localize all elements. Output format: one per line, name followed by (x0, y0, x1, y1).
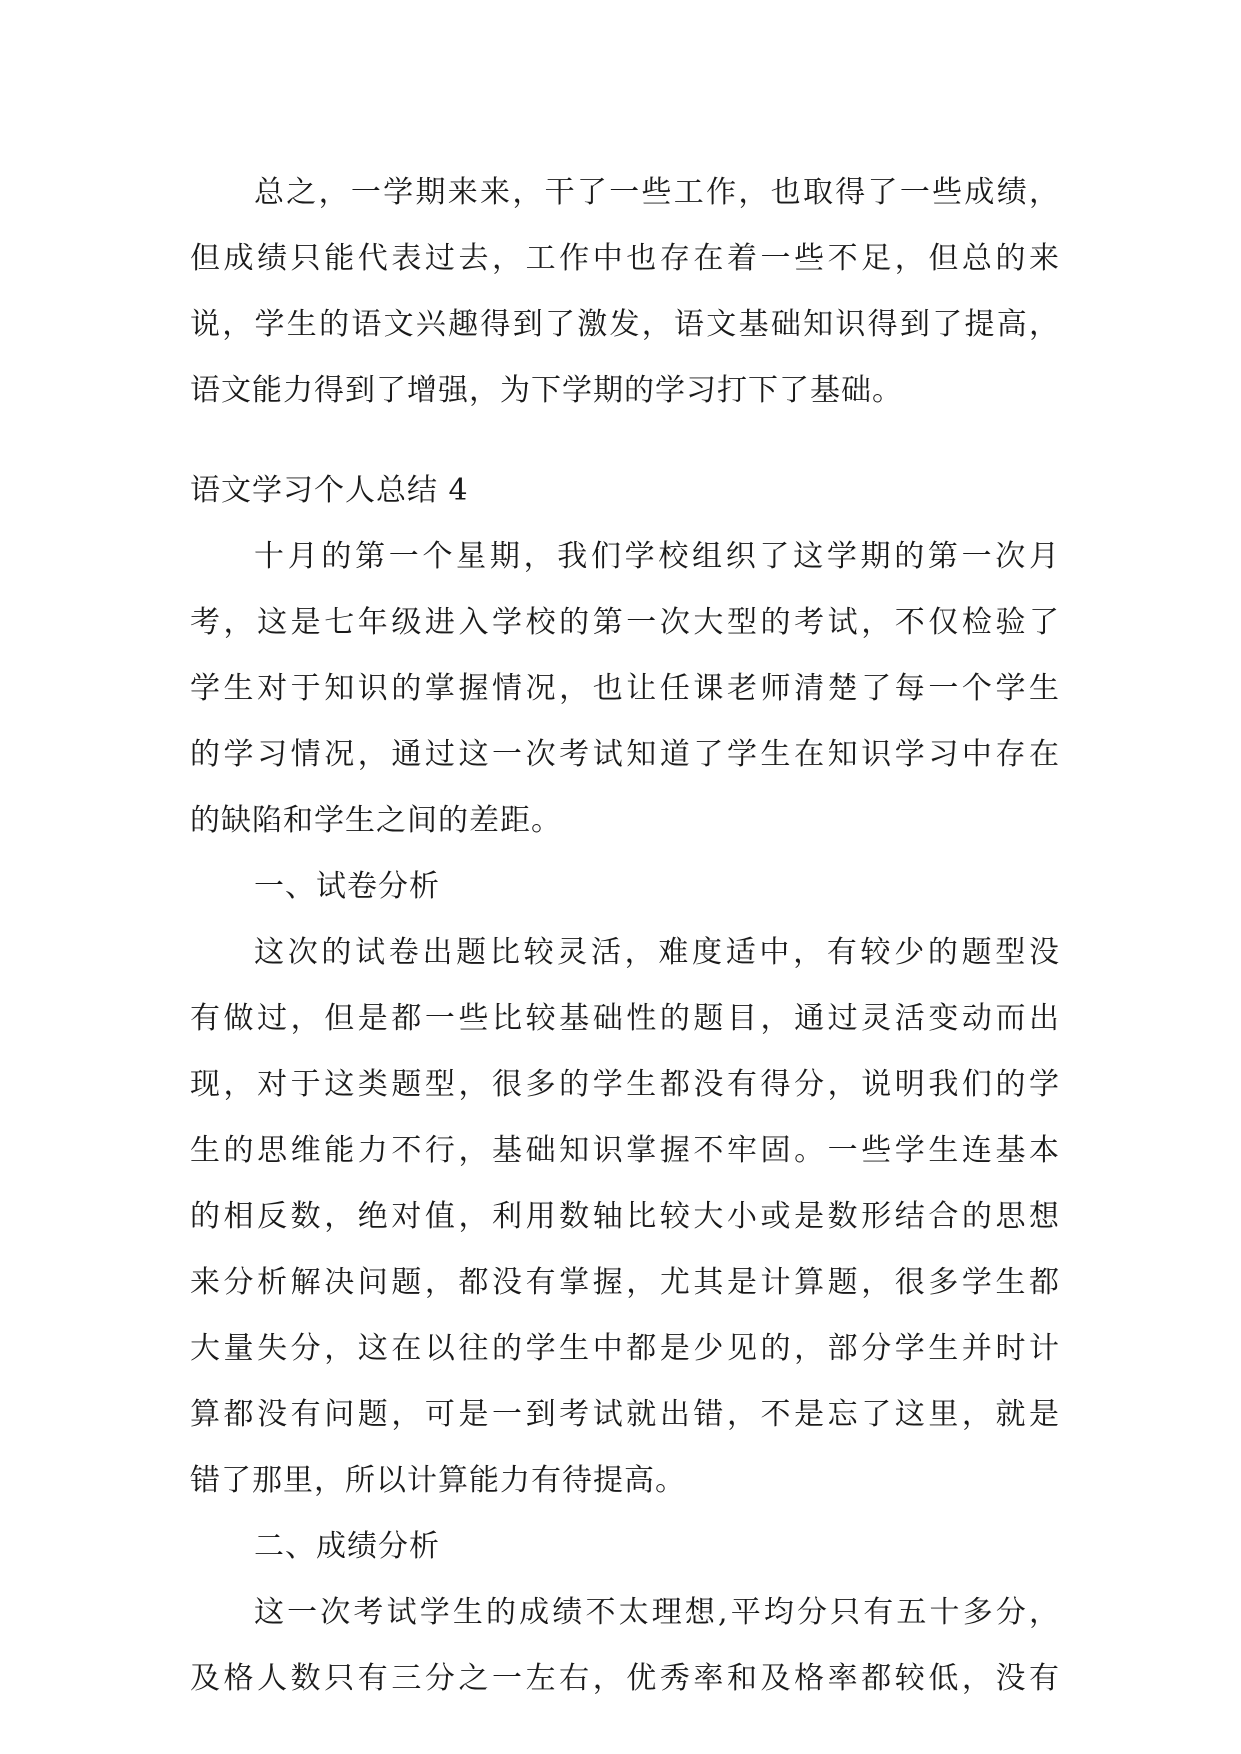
paragraph-line: 算都没有问题，可是一到考试就出错，不是忘了这里，就是 (190, 1397, 1060, 1432)
paragraph-line: 及格人数只有三分之一左右，优秀率和及格率都较低，没有 (190, 1661, 1060, 1696)
paragraph-line: 说，学生的语文兴趣得到了激发，语文基础知识得到了提高， (190, 307, 1060, 342)
subheading-paper-analysis: 一、试卷分析 (254, 869, 440, 904)
paragraph-line: 错了那里，所以计算能力有待提高。 (190, 1463, 686, 1498)
paragraph-intro (190, 524, 1060, 854)
paragraph-line: 这一次考试学生的成绩不太理想,平均分只有五十多分， (254, 1595, 1060, 1630)
paragraph-conclusion (190, 160, 1060, 424)
paragraph-line: 大量失分，这在以往的学生中都是少见的，部分学生并时计 (190, 1331, 1060, 1366)
paragraph-line: 学生对于知识的掌握情况，也让任课老师清楚了每一个学生 (190, 671, 1060, 706)
paragraph-paper-analysis (190, 920, 1060, 1514)
paragraph-gap (190, 424, 1060, 458)
paragraph-line: 总之，一学期来来，干了一些工作，也取得了一些成绩， (254, 175, 1060, 210)
paragraph-line: 来分析解决问题，都没有掌握，尤其是计算题，很多学生都 (190, 1265, 1060, 1300)
paragraph-line: 十月的第一个星期，我们学校组织了这学期的第一次月 (254, 539, 1060, 574)
paragraph-line: 生的思维能力不行，基础知识掌握不牢固。一些学生连基本 (190, 1133, 1060, 1168)
paragraph-line: 的相反数，绝对值，利用数轴比较大小或是数形结合的思想 (190, 1199, 1060, 1234)
paragraph-line: 这次的试卷出题比较灵活，难度适中，有较少的题型没 (254, 935, 1060, 970)
paragraph-line: 有做过，但是都一些比较基础性的题目，通过灵活变动而出 (190, 1001, 1060, 1036)
paragraph-line: 的缺陷和学生之间的差距。 (190, 803, 562, 838)
paragraph-score-analysis (190, 1580, 1060, 1712)
subheading-score-analysis: 二、成绩分析 (254, 1529, 440, 1564)
paragraph-line: 现，对于这类题型，很多的学生都没有得分，说明我们的学 (190, 1067, 1060, 1102)
paragraph-line: 但成绩只能代表过去，工作中也存在着一些不足，但总的来 (190, 241, 1060, 276)
paragraph-line: 语文能力得到了增强，为下学期的学习打下了基础。 (190, 373, 903, 408)
document-body (190, 160, 1060, 1712)
paragraph-line: 的学习情况，通过这一次考试知道了学生在知识学习中存在 (190, 737, 1060, 772)
paragraph-line: 考，这是七年级进入学校的第一次大型的考试，不仅检验了 (190, 605, 1060, 640)
section-title: 语文学习个人总结 4 (190, 473, 469, 508)
